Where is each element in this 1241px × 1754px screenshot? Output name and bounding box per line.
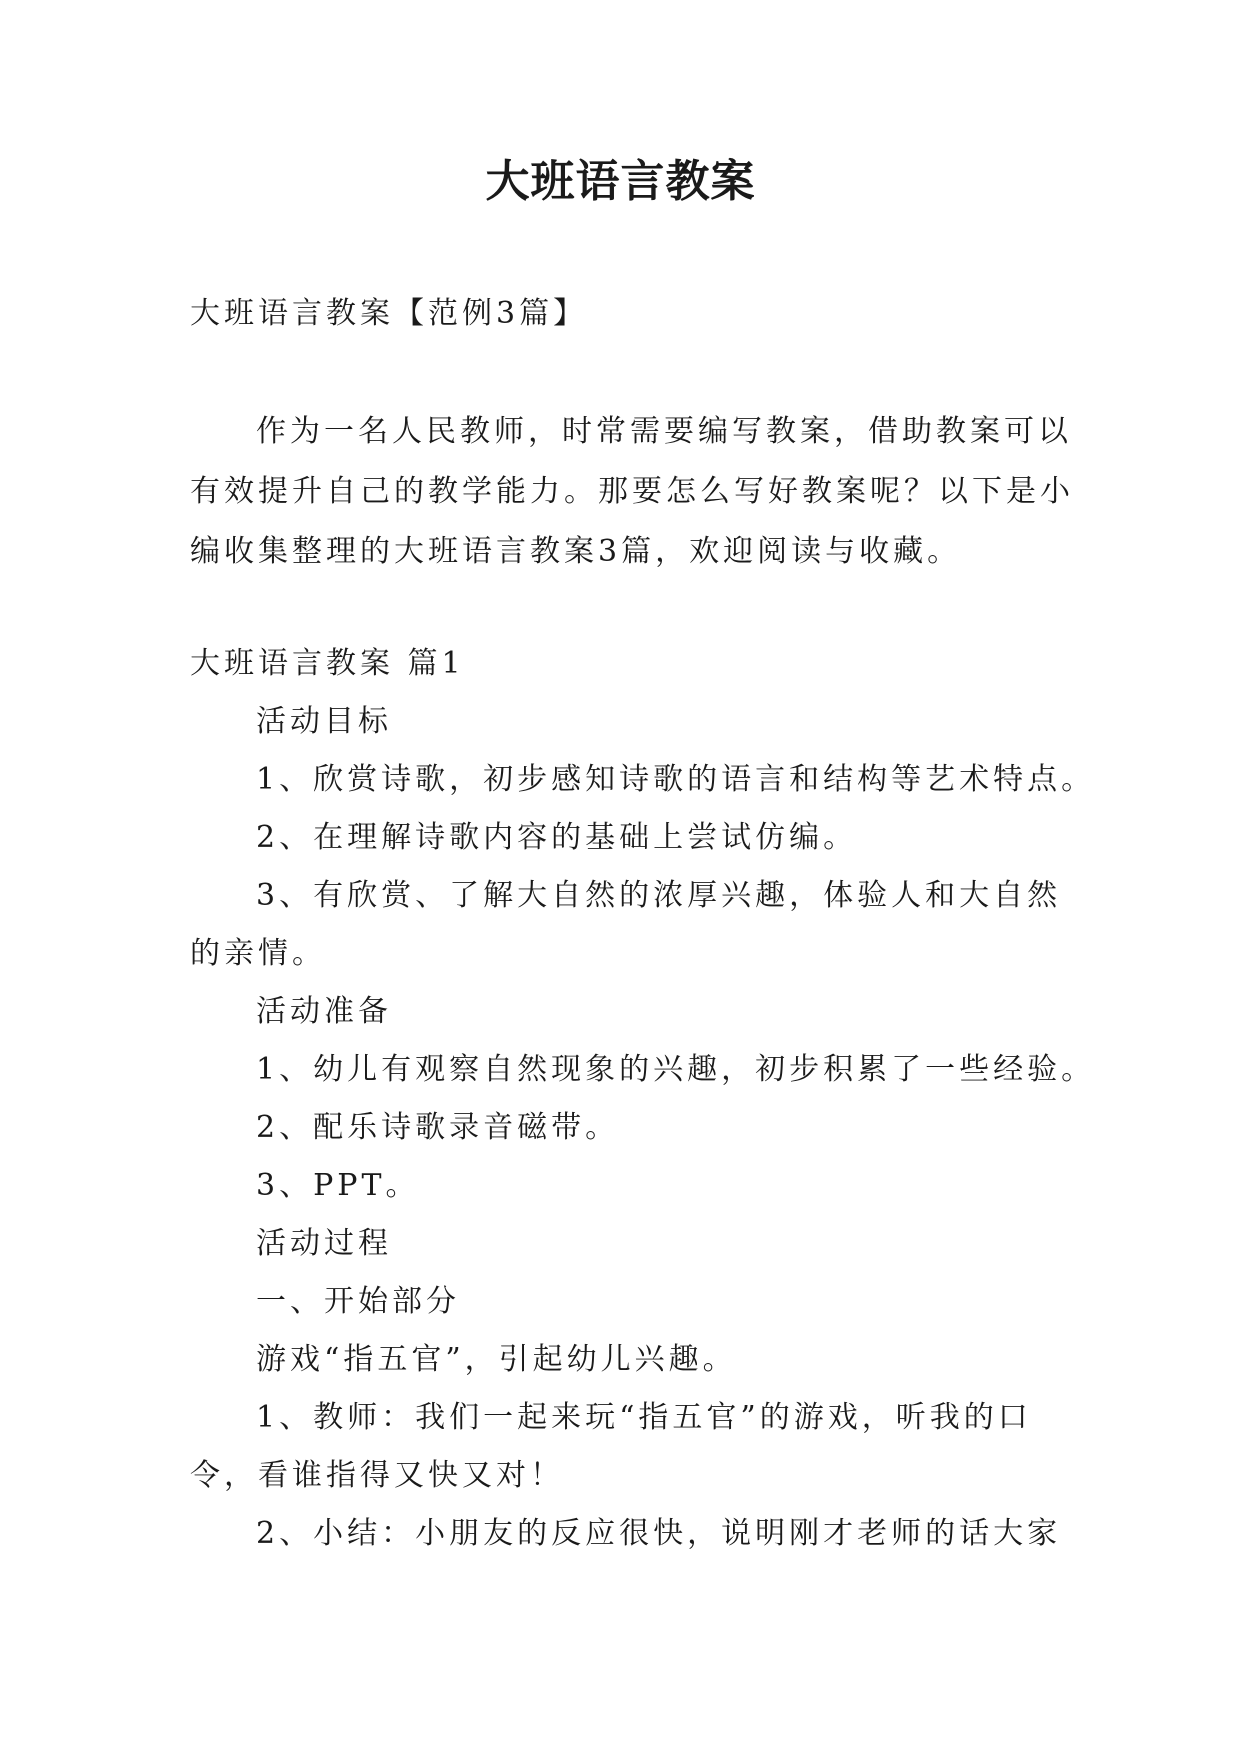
body-line: 2、配乐诗歌录音磁带。	[256, 1110, 620, 1145]
body-line: 3、PPT。	[256, 1168, 420, 1203]
body-line: 活动目标	[256, 704, 392, 739]
intro-line: 有效提升自己的教学能力。那要怎么写好教案呢？以下是小	[190, 474, 1074, 509]
body-line: 活动过程	[256, 1226, 392, 1261]
body-line: 1、欣赏诗歌，初步感知诗歌的语言和结构等艺术特点。	[256, 762, 1096, 797]
body-line: 的亲情。	[190, 936, 326, 971]
intro-line: 编收集整理的大班语言教案3篇，欢迎阅读与收藏。	[190, 534, 962, 569]
document-title: 大班语言教案	[485, 156, 756, 207]
body-line: 1、幼儿有观察自然现象的兴趣，初步积累了一些经验。	[256, 1052, 1096, 1087]
intro-line: 作为一名人民教师，时常需要编写教案，借助教案可以	[256, 414, 1072, 449]
body-line: 3、有欣赏、了解大自然的浓厚兴趣，体验人和大自然	[256, 878, 1062, 913]
body-line: 游戏“指五官”，引起幼儿兴趣。	[256, 1342, 737, 1377]
body-line: 活动准备	[256, 994, 392, 1029]
document-subtitle: 大班语言教案【范例3篇】	[190, 296, 588, 331]
body-line: 2、在理解诗歌内容的基础上尝试仿编。	[256, 820, 858, 855]
body-line: 令，看谁指得又快又对！	[190, 1458, 564, 1493]
body-line: 一、开始部分	[256, 1284, 460, 1319]
body-line: 2、小结：小朋友的反应很快，说明刚才老师的话大家	[256, 1516, 1062, 1551]
section-heading: 大班语言教案 篇1	[190, 646, 465, 681]
body-line: 1、教师：我们一起来玩“指五官”的游戏，听我的口	[256, 1400, 1032, 1435]
